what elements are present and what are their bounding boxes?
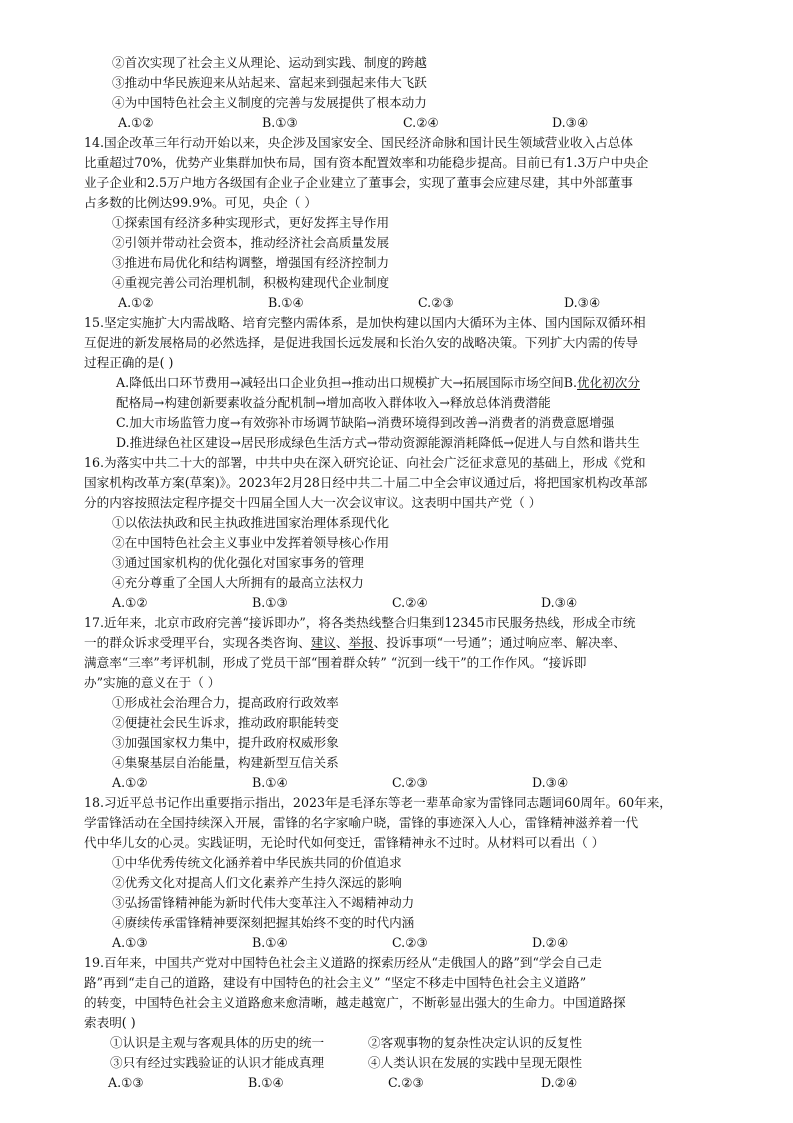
statement-3: ③通过国家机构的优化强化对国家事务的管理 xyxy=(112,555,364,570)
statement-1: ①以依法执政和民主执政推进国家治理体系现代化 xyxy=(112,515,390,530)
choice-a[interactable]: A.①③ xyxy=(112,935,148,950)
question-stem: 代中华儿女的心灵。实践证明，无论时代如何变迁，雷锋精神永不过时。从材料可以看出（ ） xyxy=(84,835,605,850)
question-stem: 业子企业和2.5万户地方各级国有企业子企业建立了董事会，实现了董事会应建尽建，其中外部董事 xyxy=(84,175,633,190)
choice-d[interactable]: D.③④ xyxy=(541,595,578,610)
statement-4: ④为中国特色社会主义制度的完善与发展提供了根本动力 xyxy=(112,95,427,110)
question-stem: 的转变，中国特色社会主义道路愈来愈清晰，越走越宽广，不断彰显出强大的生命力。中国道路探 xyxy=(84,995,626,1010)
statement-4: ④重视完善公司治理机制，积极构建现代企业制度 xyxy=(112,275,390,290)
question-stem: 17.近年来，北京市政府完善“接诉即办”，将各类热线整合归集到12345市民服务热线，形成全市统 xyxy=(84,615,636,630)
option-a-text: A.降低出口环节费用→减轻出口企业负担→推动出口规模扩大→拓展国际市场空间B. xyxy=(116,375,578,390)
question-stem: 占多数的比例达99.9%。可见，央企（ ） xyxy=(84,195,317,210)
statement-4: ④充分尊重了全国人大所拥有的最高立法权力 xyxy=(112,575,364,590)
statement-2: ②在中国特色社会主义事业中发挥着领导核心作用 xyxy=(112,535,390,550)
question-stem: 学雷锋活动在全国持续深入开展，雷锋的名字家喻户晓，雷锋的事迹深入人心，雷锋精神滋养着一代 xyxy=(84,815,639,830)
statement-4: ④赓续传承雷锋精神要深刻把握其始终不变的时代内涵 xyxy=(112,915,415,930)
statement-4: ④集聚基层自治能量，构建新型互信关系 xyxy=(112,755,339,770)
statement-2: ②客观事物的复杂性决定认识的反复性 xyxy=(368,1035,583,1050)
choice-d[interactable]: D.③④ xyxy=(552,115,589,130)
question-stem: 互促进的新发展格局的必然选择，是促进我国长远发展和长治久安的战略决策。下列扩大内需的传导 xyxy=(84,335,639,350)
stem-underlined: 举报 xyxy=(348,635,374,650)
statement-3: ③推动中华民族迎来从站起来、富起来到强起来伟大飞跃 xyxy=(112,75,427,90)
question-stem: 路”再到“走自己的道路，建设有中国特色的社会主义” “坚定不移走中国特色社会主义道路” xyxy=(84,975,587,990)
choice-a[interactable]: A.①② xyxy=(112,595,148,610)
question-stem: 过程正确的是( ) xyxy=(84,355,174,370)
option-d[interactable]: D.推进绿色社区建设→居民形成绿色生活方式→带动资源能源消耗降低→促进人与自然和谐共生 xyxy=(116,435,640,450)
statement-2: ②引领并带动社会资本，推动经济社会高质量发展 xyxy=(112,235,390,250)
statement-1: ①认识是主观与客观具体的历史的统一 xyxy=(110,1035,325,1050)
choice-d[interactable]: D.②④ xyxy=(532,935,569,950)
statement-3: ③推进布局优化和结构调整，增强国有经济控制力 xyxy=(112,255,390,270)
stem-text: 一的群众诉求受理平台，实现各类咨询、 xyxy=(84,635,311,650)
question-stem: 国家机构改革方案(草案)》。2023年2月28日经中共二十届二中全会审议通过后，将把国家机构改革部 xyxy=(84,475,648,490)
question-stem: 办”实施的意义在于（ ） xyxy=(84,675,221,690)
choice-b[interactable]: B.①④ xyxy=(252,935,288,950)
choice-b[interactable]: B.①③ xyxy=(252,595,288,610)
choice-d[interactable]: D.③④ xyxy=(564,295,601,310)
choice-a[interactable]: A.①② xyxy=(118,295,154,310)
question-stem: 16.为落实中共二十大的部署，中共中央在深入研究论证、向社会广泛征求意见的基础上，形成《党和 xyxy=(84,455,646,470)
choice-a[interactable]: A.①③ xyxy=(108,1075,144,1090)
option-b-text[interactable]: 配格局→构建创新要素收益分配机制→增加高收入群体收入→释放总体消费潜能 xyxy=(116,395,551,410)
statement-3: ③只有经过实践验证的认识才能成真理 xyxy=(110,1055,325,1070)
choice-c[interactable]: C.②④ xyxy=(403,115,439,130)
choice-b[interactable]: B.①④ xyxy=(252,775,288,790)
choice-d[interactable]: D.②④ xyxy=(541,1075,578,1090)
stem-underlined: 建议 xyxy=(310,635,336,650)
option-c[interactable]: C.加大市场监管力度→有效弥补市场调节缺陷→消费环境得到改善→消费者的消费意愿增强 xyxy=(116,415,615,430)
statement-4: ④人类认识在发展的实践中呈现无限性 xyxy=(368,1055,583,1070)
question-stem xyxy=(84,633,626,653)
option-b-head: 优化初次分 xyxy=(577,375,640,390)
statement-3: ③加强国家权力集中，提升政府权威形象 xyxy=(112,735,339,750)
statement-3: ③弘扬雷锋精神能为新时代伟大变革注入不竭精神动力 xyxy=(112,895,415,910)
question-stem: 索表明( ) xyxy=(84,1015,136,1030)
stem-text: 、投诉事项“一号通”；通过响应率、解决率、 xyxy=(373,635,626,650)
statement-1: ①探索国有经济多种实现形式，更好发挥主导作用 xyxy=(112,215,390,230)
question-stem: 14.国企改革三年行动开始以来，央企涉及国家安全、国民经济命脉和国计民生领域营业收入占总体 xyxy=(84,135,633,150)
question-stem: 满意率“三率”考评机制，形成了党员干部“围着群众转” “沉到一线干”的工作作风。“接诉即 xyxy=(84,655,587,670)
statement-2: ②优秀文化对提高人们文化素养产生持久深远的影响 xyxy=(112,875,402,890)
choice-a[interactable]: A.①② xyxy=(118,115,154,130)
choice-c[interactable]: C.②③ xyxy=(392,935,428,950)
choice-d[interactable]: D.③④ xyxy=(532,775,569,790)
stem-text: 、 xyxy=(335,635,349,650)
choice-b[interactable]: B.①④ xyxy=(248,1075,284,1090)
question-stem: 19.百年来，中国共产党对中国特色社会主义道路的探索历经从“走俄国人的路”到“学会自己走 xyxy=(84,955,602,970)
choice-c[interactable]: C.②③ xyxy=(388,1075,424,1090)
question-stem: 分的内容按照法定程序提交十四届全国人大一次会议审议。这表明中国共产党（ ） xyxy=(84,495,542,510)
statement-2: ②首次实现了社会主义从理论、运动到实践、制度的跨越 xyxy=(112,55,427,70)
option-a-line[interactable] xyxy=(116,373,640,393)
choice-c[interactable]: C.②③ xyxy=(392,775,428,790)
choice-b[interactable]: B.①④ xyxy=(268,295,304,310)
choice-b[interactable]: B.①③ xyxy=(262,115,298,130)
statement-2: ②便捷社会民生诉求，推动政府职能转变 xyxy=(112,715,339,730)
choice-c[interactable]: C.②③ xyxy=(418,295,454,310)
choice-a[interactable]: A.①② xyxy=(112,775,148,790)
choice-c[interactable]: C.②④ xyxy=(392,595,428,610)
question-stem: 比重超过70%，优势产业集群加快布局，国有资本配置效率和功能稳步提高。目前已有1.3万户中央企 xyxy=(84,155,649,170)
statement-1: ①中华优秀传统文化涵养着中华民族共同的价值追求 xyxy=(112,855,402,870)
statement-1: ①形成社会治理合力，提高政府行政效率 xyxy=(112,695,339,710)
question-stem: 18.习近平总书记作出重要指示指出，2023年是毛泽东等老一辈革命家为雷锋同志题词60周年。60年来， xyxy=(84,795,672,810)
question-stem: 15.坚定实施扩大内需战略、培育完整内需体系，是加快构建以国内大循环为主体、国内国际双循环相 xyxy=(84,315,646,330)
